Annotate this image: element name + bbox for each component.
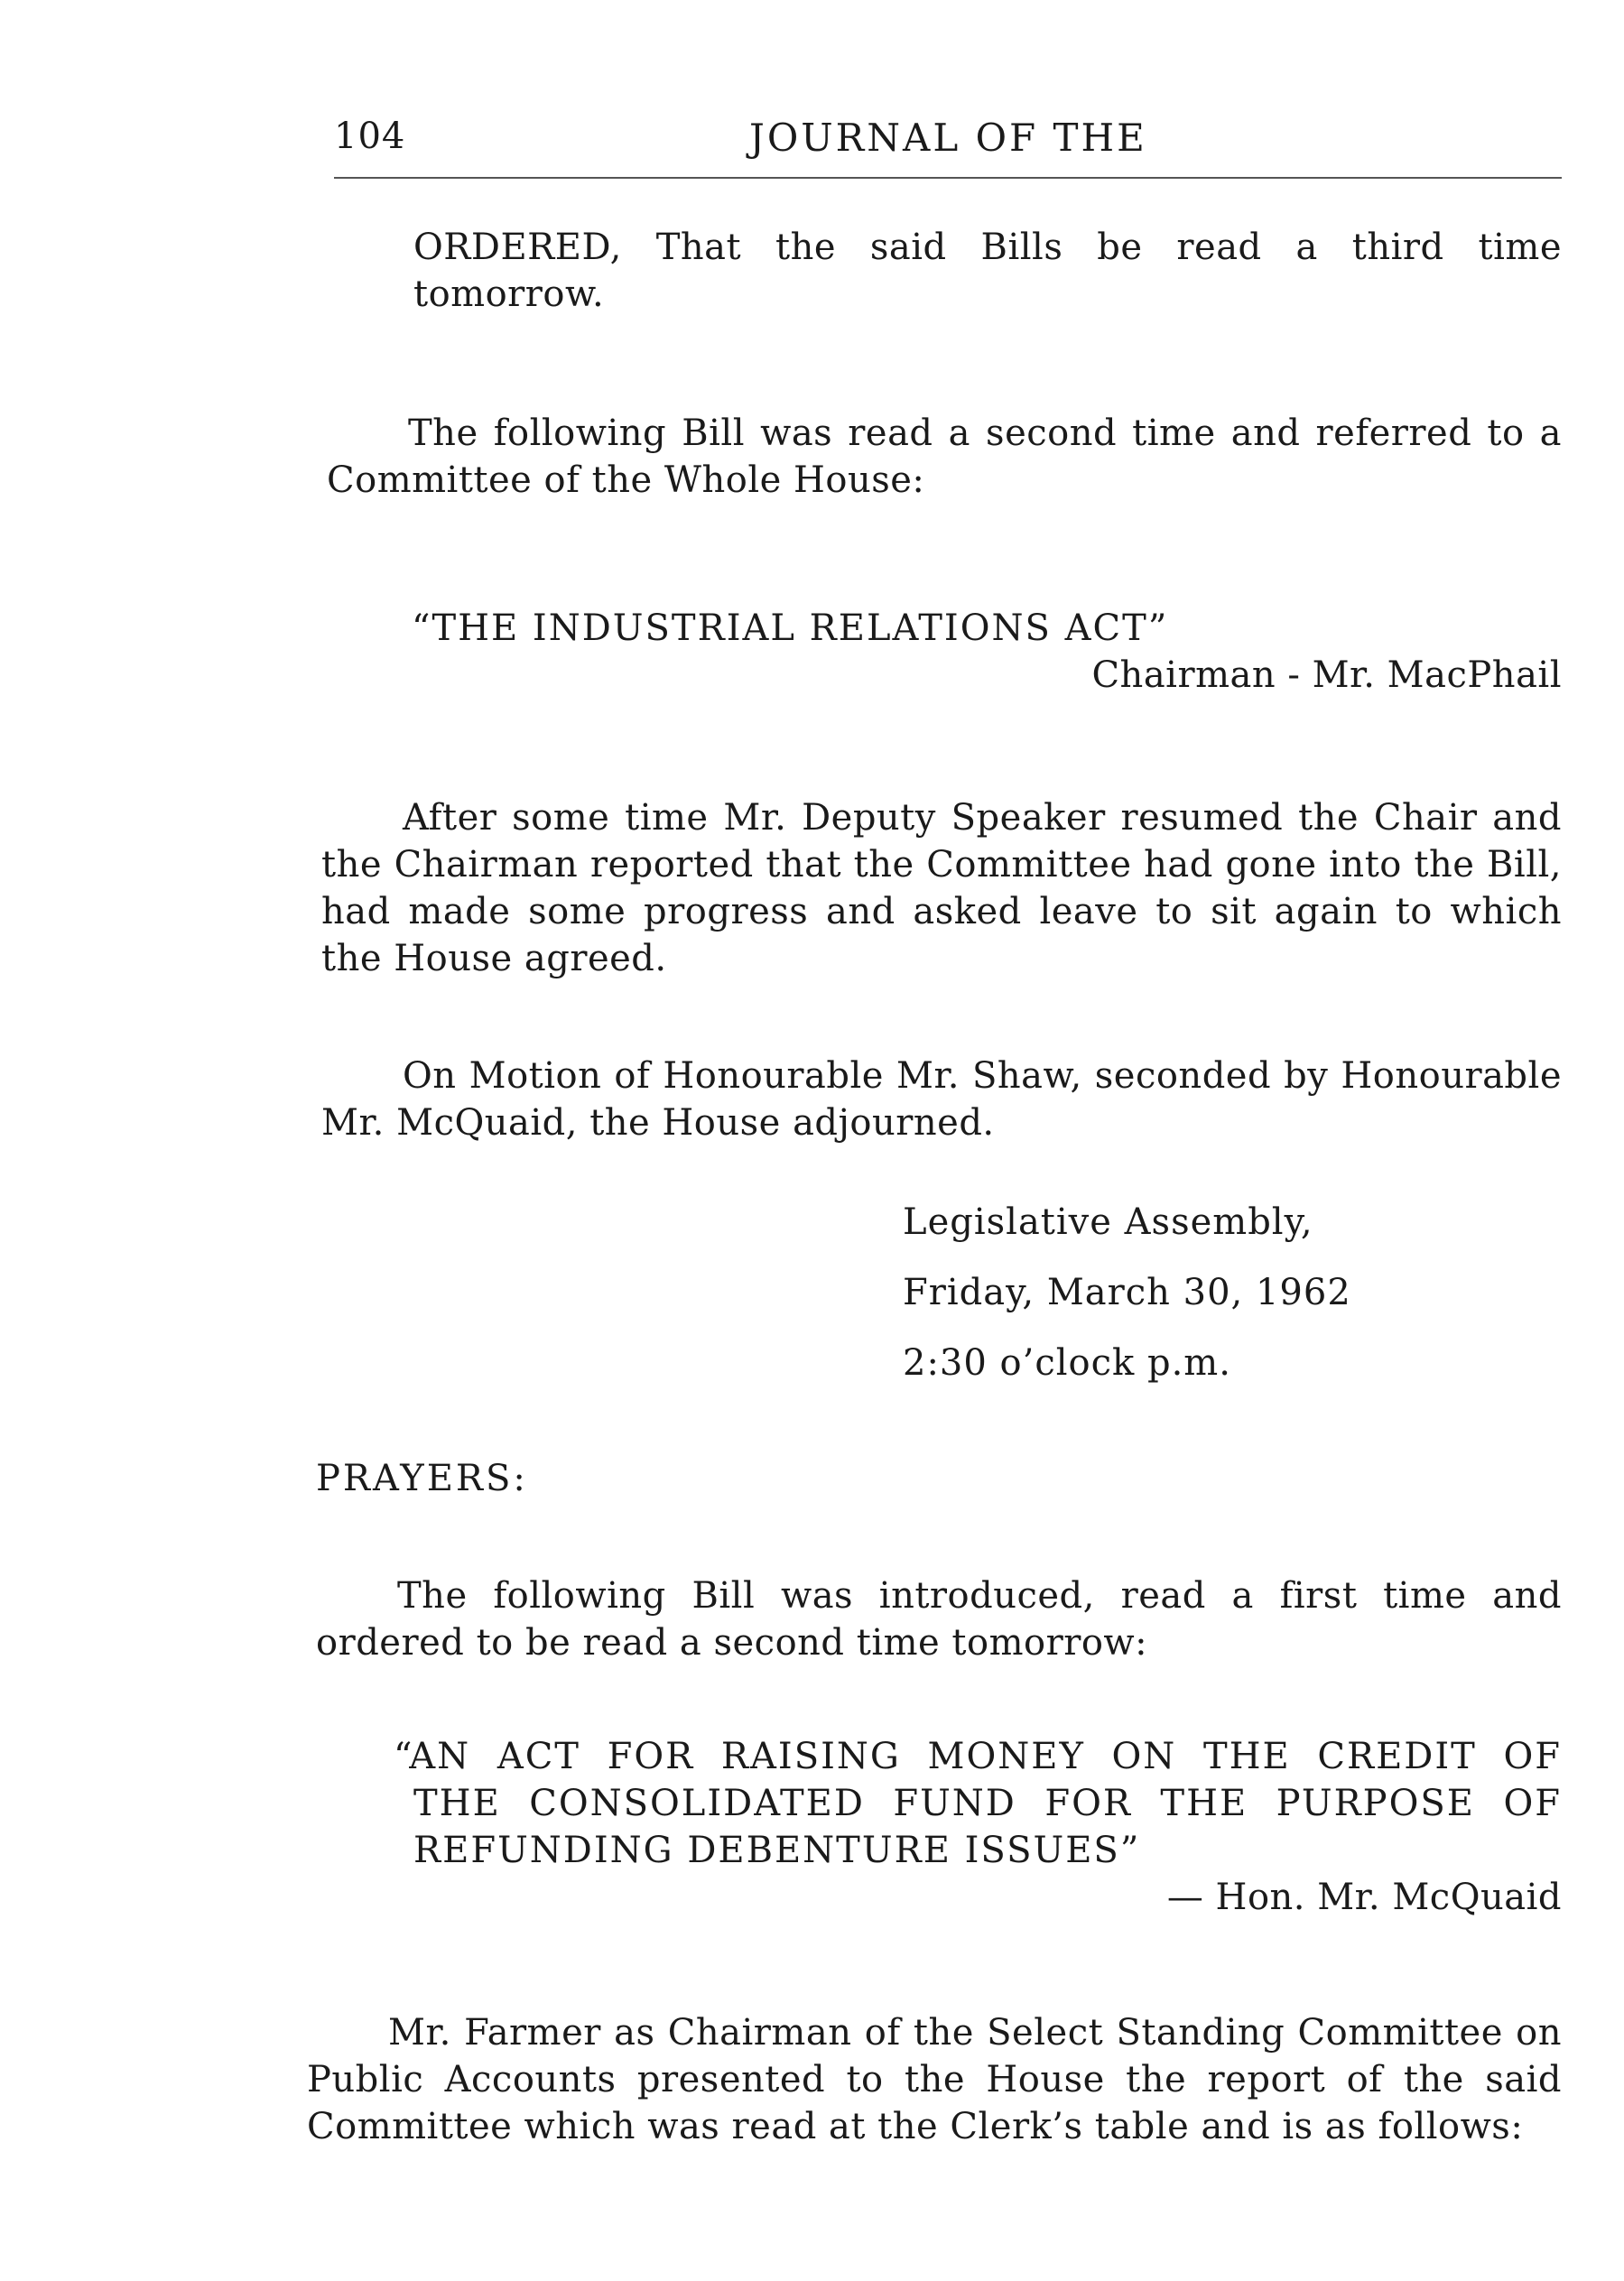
adjournment-paragraph bbox=[321, 1052, 1562, 1146]
introduction-text: The following Bill was introduced, read a first time and ordered to be read a second time tomorrow: bbox=[316, 1575, 1562, 1664]
second-reading-paragraph bbox=[327, 410, 1562, 504]
bill2-line-1: “AN ACT FOR RAISING MONEY ON THE CREDIT OF bbox=[394, 1736, 1562, 1777]
public-accounts-text: Mr. Farmer as Chairman of the Select Standing Committee on Public Accounts presented to the House the report of the said Committee which was read at the Clerk’s table and is as follows: bbox=[307, 2012, 1562, 2147]
ordered-line-2: tomorrow. bbox=[413, 274, 605, 315]
session-place: Legislative Assembly, bbox=[903, 1201, 1313, 1243]
bill2-line-2: THE CONSOLIDATED FUND FOR THE PURPOSE OF bbox=[413, 1783, 1562, 1824]
bill-chairman: Chairman - Mr. MacPhail bbox=[1091, 654, 1562, 696]
session-date: Friday, March 30, 1962 bbox=[903, 1272, 1351, 1313]
session-time: 2:30 o’clock p.m. bbox=[903, 1342, 1231, 1384]
bill2-line-3: REFUNDING DEBENTURE ISSUES” bbox=[413, 1830, 1141, 1871]
bill-title: “THE INDUSTRIAL RELATIONS ACT” bbox=[412, 607, 1169, 649]
bill2-sponsor: — Hon. Mr. McQuaid bbox=[1166, 1877, 1562, 1918]
header-rule bbox=[334, 177, 1562, 179]
ordered-line-1: ORDERED, That the said Bills be read a third time bbox=[413, 227, 1562, 268]
public-accounts-paragraph bbox=[307, 2009, 1562, 2150]
bill-industrial-relations bbox=[412, 605, 1562, 699]
page-number: 104 bbox=[334, 116, 406, 157]
deputy-speaker-paragraph bbox=[321, 794, 1562, 982]
bill-raising-money bbox=[394, 1733, 1562, 1921]
running-title: JOURNAL OF THE bbox=[749, 116, 1147, 160]
prayers-label: PRAYERS: bbox=[316, 1458, 528, 1499]
second-reading-text: The following Bill was read a second time and referred to a Committee of the Whole House: bbox=[327, 413, 1562, 501]
introduction-paragraph bbox=[316, 1572, 1562, 1666]
deputy-speaker-text: After some time Mr. Deputy Speaker resumed the Chair and the Chairman reported that the Committee had gone into the Bill, had made some progress and asked leave to sit again to which the House agreed. bbox=[321, 797, 1562, 979]
page-header bbox=[334, 116, 1562, 170]
ordered-paragraph bbox=[413, 224, 1562, 318]
adjournment-text: On Motion of Honourable Mr. Shaw, seconded by Honourable Mr. McQuaid, the House adjourned. bbox=[321, 1055, 1562, 1144]
